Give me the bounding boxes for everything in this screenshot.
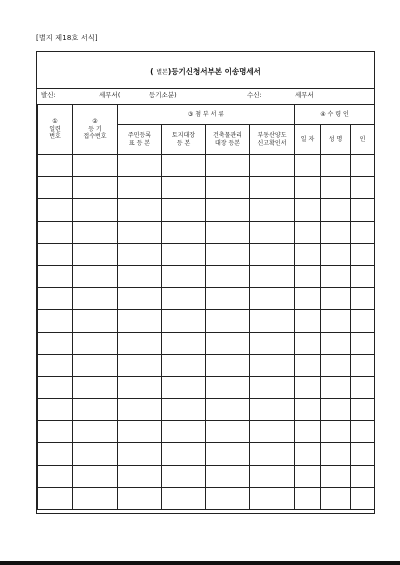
table-cell[interactable] <box>118 465 162 487</box>
table-cell[interactable] <box>250 221 295 243</box>
table-cell[interactable] <box>250 155 295 177</box>
table-cell[interactable] <box>206 487 250 509</box>
table-cell[interactable] <box>250 199 295 221</box>
table-cell[interactable] <box>162 155 206 177</box>
table-cell[interactable] <box>250 376 295 398</box>
table-cell[interactable] <box>118 332 162 354</box>
table-cell[interactable] <box>162 487 206 509</box>
form-number-label: [별지 제18호 서식] <box>36 34 98 42</box>
table-row <box>38 221 375 243</box>
table-cell[interactable] <box>162 199 206 221</box>
table-cell[interactable] <box>162 310 206 332</box>
table-cell[interactable] <box>162 265 206 287</box>
table-cell[interactable] <box>250 288 295 310</box>
table-cell[interactable] <box>38 288 73 310</box>
header-transfer-report: 부동산양도 신고확인서 <box>250 125 295 155</box>
table-cell[interactable] <box>321 399 351 421</box>
table-cell[interactable] <box>351 177 375 199</box>
table-cell[interactable] <box>351 443 375 465</box>
table-cell[interactable] <box>250 421 295 443</box>
table-cell[interactable] <box>38 265 73 287</box>
table-cell[interactable] <box>38 443 73 465</box>
table-cell[interactable] <box>206 288 250 310</box>
table-cell[interactable] <box>73 199 118 221</box>
table-row <box>38 465 375 487</box>
header-land-register: 토지대장 등 본 <box>162 125 206 155</box>
table-cell[interactable] <box>38 487 73 509</box>
table-cell[interactable] <box>206 199 250 221</box>
table-cell[interactable] <box>351 376 375 398</box>
table-cell[interactable] <box>321 310 351 332</box>
table-cell[interactable] <box>73 243 118 265</box>
table-cell[interactable] <box>321 332 351 354</box>
header-serial-number: ① 일련 번호 <box>38 105 73 155</box>
table-cell[interactable] <box>295 221 321 243</box>
table-row <box>38 332 375 354</box>
table-row <box>38 376 375 398</box>
table-cell[interactable] <box>38 332 73 354</box>
table-cell[interactable] <box>250 310 295 332</box>
table-cell[interactable] <box>38 399 73 421</box>
header-attached-documents: ③ 첨 부 서 류 <box>118 105 295 125</box>
table-cell[interactable] <box>206 265 250 287</box>
table-cell[interactable] <box>351 265 375 287</box>
table-cell[interactable] <box>250 399 295 421</box>
table-cell[interactable] <box>295 332 321 354</box>
table-cell[interactable] <box>295 265 321 287</box>
table-cell[interactable] <box>38 199 73 221</box>
table-cell[interactable] <box>162 221 206 243</box>
table-cell[interactable] <box>351 155 375 177</box>
table-cell[interactable] <box>38 376 73 398</box>
table-cell[interactable] <box>206 332 250 354</box>
table-cell[interactable] <box>162 399 206 421</box>
table-cell[interactable] <box>206 465 250 487</box>
table-cell[interactable] <box>118 310 162 332</box>
table-cell[interactable] <box>250 465 295 487</box>
table-cell[interactable] <box>206 354 250 376</box>
table-cell[interactable] <box>162 177 206 199</box>
title-annotation: 별본 <box>156 69 168 76</box>
table-cell[interactable] <box>73 310 118 332</box>
table-cell[interactable] <box>295 354 321 376</box>
sender-row <box>37 88 374 102</box>
table-row <box>38 354 375 376</box>
table-cell[interactable] <box>118 399 162 421</box>
table-cell[interactable] <box>162 376 206 398</box>
table-cell[interactable] <box>73 421 118 443</box>
table-cell[interactable] <box>351 288 375 310</box>
table-row <box>38 421 375 443</box>
table-cell[interactable] <box>118 243 162 265</box>
header-resident-registration: 주민등록 표 등 본 <box>118 125 162 155</box>
table-cell[interactable] <box>38 243 73 265</box>
table-cell[interactable] <box>321 155 351 177</box>
table-cell[interactable] <box>162 332 206 354</box>
table-cell[interactable] <box>206 443 250 465</box>
table-cell[interactable] <box>250 443 295 465</box>
table-cell[interactable] <box>321 465 351 487</box>
table-cell[interactable] <box>206 376 250 398</box>
table-row <box>38 310 375 332</box>
table-cell[interactable] <box>73 288 118 310</box>
table-cell[interactable] <box>250 332 295 354</box>
table-cell[interactable] <box>321 177 351 199</box>
table-cell[interactable] <box>295 177 321 199</box>
table-cell[interactable] <box>206 155 250 177</box>
table-cell[interactable] <box>206 177 250 199</box>
table-cell[interactable] <box>295 288 321 310</box>
header-name: 성 명 <box>321 125 351 155</box>
table-row <box>38 443 375 465</box>
table-cell[interactable] <box>73 265 118 287</box>
table-cell[interactable] <box>162 243 206 265</box>
table-cell[interactable] <box>295 487 321 509</box>
header-date: 일 자 <box>295 125 321 155</box>
table-cell[interactable] <box>118 155 162 177</box>
table-cell[interactable] <box>162 465 206 487</box>
table-row <box>38 243 375 265</box>
table-cell[interactable] <box>351 243 375 265</box>
table-cell[interactable] <box>206 221 250 243</box>
table-row <box>38 399 375 421</box>
table-cell[interactable] <box>321 243 351 265</box>
table-cell[interactable] <box>118 487 162 509</box>
header-registration-number: ② 등 기 접수번호 <box>73 105 118 155</box>
table-cell[interactable] <box>118 199 162 221</box>
table-row <box>38 155 375 177</box>
table-row <box>38 265 375 287</box>
table-cell[interactable] <box>118 421 162 443</box>
header-seal: 인 <box>351 125 375 155</box>
table-cell[interactable] <box>162 421 206 443</box>
table-row <box>38 177 375 199</box>
table-cell[interactable] <box>295 399 321 421</box>
table-cell[interactable] <box>321 265 351 287</box>
table-cell[interactable] <box>38 421 73 443</box>
table-cell[interactable] <box>118 265 162 287</box>
table-cell[interactable] <box>73 376 118 398</box>
table-row <box>38 487 375 509</box>
table-cell[interactable] <box>206 310 250 332</box>
table-cell[interactable] <box>351 310 375 332</box>
from-label: 발신: <box>41 91 56 99</box>
table-cell[interactable] <box>250 177 295 199</box>
to-office: 세무서 <box>295 91 314 99</box>
form-title: ( 별본)등기신청서부본 이송명세서 <box>150 67 261 76</box>
page-bottom-edge <box>0 561 400 565</box>
table-cell[interactable] <box>250 354 295 376</box>
table-cell[interactable] <box>118 443 162 465</box>
table-cell[interactable] <box>250 265 295 287</box>
table-cell[interactable] <box>206 421 250 443</box>
table-cell[interactable] <box>295 199 321 221</box>
table-cell[interactable] <box>118 221 162 243</box>
table-cell[interactable] <box>321 288 351 310</box>
to-label: 수신: <box>247 91 262 99</box>
from-dept: 등기소분) <box>149 91 177 99</box>
table-cell[interactable] <box>295 243 321 265</box>
table-cell[interactable] <box>38 465 73 487</box>
table-cell[interactable] <box>38 155 73 177</box>
table-cell[interactable] <box>118 288 162 310</box>
table-cell[interactable] <box>295 421 321 443</box>
table-cell[interactable] <box>321 443 351 465</box>
table-cell[interactable] <box>73 177 118 199</box>
table-cell[interactable] <box>206 399 250 421</box>
table-cell[interactable] <box>38 354 73 376</box>
table-cell[interactable] <box>351 221 375 243</box>
transfer-statement-form <box>36 51 375 514</box>
from-office: 세무서( <box>99 91 121 99</box>
table-cell[interactable] <box>118 177 162 199</box>
table-cell[interactable] <box>73 443 118 465</box>
table-cell[interactable] <box>162 443 206 465</box>
table-cell[interactable] <box>38 221 73 243</box>
transfer-table <box>37 104 375 510</box>
table-cell[interactable] <box>73 465 118 487</box>
table-cell[interactable] <box>73 332 118 354</box>
table-cell[interactable] <box>73 221 118 243</box>
table-cell[interactable] <box>73 354 118 376</box>
header-recipient: ④ 수 령 인 <box>295 105 375 125</box>
table-cell[interactable] <box>321 487 351 509</box>
table-cell[interactable] <box>351 421 375 443</box>
table-row <box>38 288 375 310</box>
table-cell[interactable] <box>321 199 351 221</box>
table-cell[interactable] <box>351 399 375 421</box>
table-cell[interactable] <box>351 354 375 376</box>
table-cell[interactable] <box>206 243 250 265</box>
table-cell[interactable] <box>250 487 295 509</box>
table-cell[interactable] <box>295 376 321 398</box>
table-cell[interactable] <box>321 421 351 443</box>
table-cell[interactable] <box>295 465 321 487</box>
table-cell[interactable] <box>351 332 375 354</box>
table-cell[interactable] <box>38 310 73 332</box>
header-building-register: 건축물관리 대장 등본 <box>206 125 250 155</box>
table-body <box>38 155 375 510</box>
table-cell[interactable] <box>295 155 321 177</box>
table-cell[interactable] <box>118 376 162 398</box>
table-cell[interactable] <box>321 376 351 398</box>
table-cell[interactable] <box>321 354 351 376</box>
table-cell[interactable] <box>351 465 375 487</box>
table-cell[interactable] <box>162 288 206 310</box>
table-cell[interactable] <box>295 443 321 465</box>
table-cell[interactable] <box>295 310 321 332</box>
table-cell[interactable] <box>73 399 118 421</box>
table-cell[interactable] <box>351 487 375 509</box>
table-cell[interactable] <box>118 354 162 376</box>
table-cell[interactable] <box>162 354 206 376</box>
table-cell[interactable] <box>250 243 295 265</box>
table-cell[interactable] <box>73 155 118 177</box>
table-row <box>38 199 375 221</box>
table-cell[interactable] <box>321 221 351 243</box>
table-cell[interactable] <box>351 199 375 221</box>
table-cell[interactable] <box>38 177 73 199</box>
table-cell[interactable] <box>73 487 118 509</box>
